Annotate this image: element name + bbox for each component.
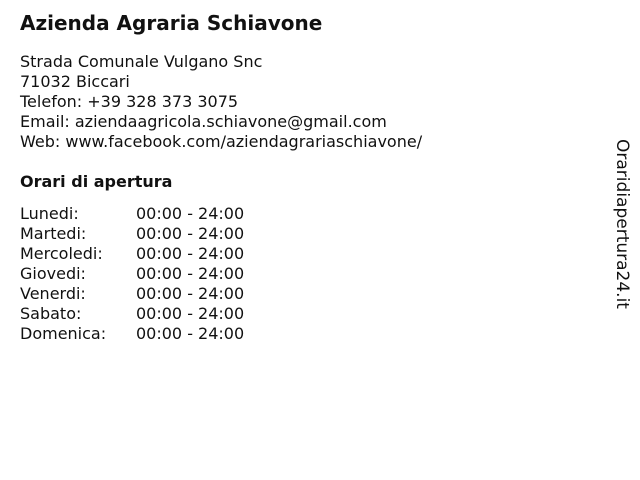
day-label: Giovedi: [20,264,86,283]
hours-row-thursday [20,264,244,284]
hours-row-wednesday [20,244,244,264]
time-range: 00:00 - 24:00 [136,284,245,303]
day-label: Sabato: [20,304,82,323]
hours-row-sunday [20,324,244,344]
hours-row-friday [20,284,244,304]
day-label: Martedi: [20,224,87,243]
day-label: Venerdi: [20,284,86,303]
time-range: 00:00 - 24:00 [136,304,245,323]
hours-row-saturday [20,304,244,324]
opening-hours-table [20,204,244,344]
watermark-text: Oraridiapertura24.it [612,139,633,309]
address-city: 71032 Biccari [20,72,130,91]
time-range: 00:00 - 24:00 [136,264,245,283]
time-range: 00:00 - 24:00 [136,324,245,343]
time-range: 00:00 - 24:00 [136,244,245,263]
contact-block [20,52,580,152]
day-label: Mercoledi: [20,244,103,263]
hours-row-tuesday [20,224,244,244]
time-range: 00:00 - 24:00 [136,204,245,223]
email-line: Email: aziendaagricola.schiavone@gmail.com [20,112,387,131]
phone-line: Telefon: +39 328 373 3075 [20,92,239,111]
web-line: Web: www.facebook.com/aziendagrariaschiavone/ [20,132,423,151]
address-street: Strada Comunale Vulgano Snc [20,52,263,71]
time-range: 00:00 - 24:00 [136,224,245,243]
site-watermark [604,136,640,312]
day-label: Domenica: [20,324,107,343]
day-label: Lunedi: [20,204,79,223]
opening-hours-heading: Orari di apertura [20,172,173,191]
business-card [20,10,580,344]
hours-row-monday [20,204,244,224]
business-name: Azienda Agraria Schiavone [20,11,323,35]
